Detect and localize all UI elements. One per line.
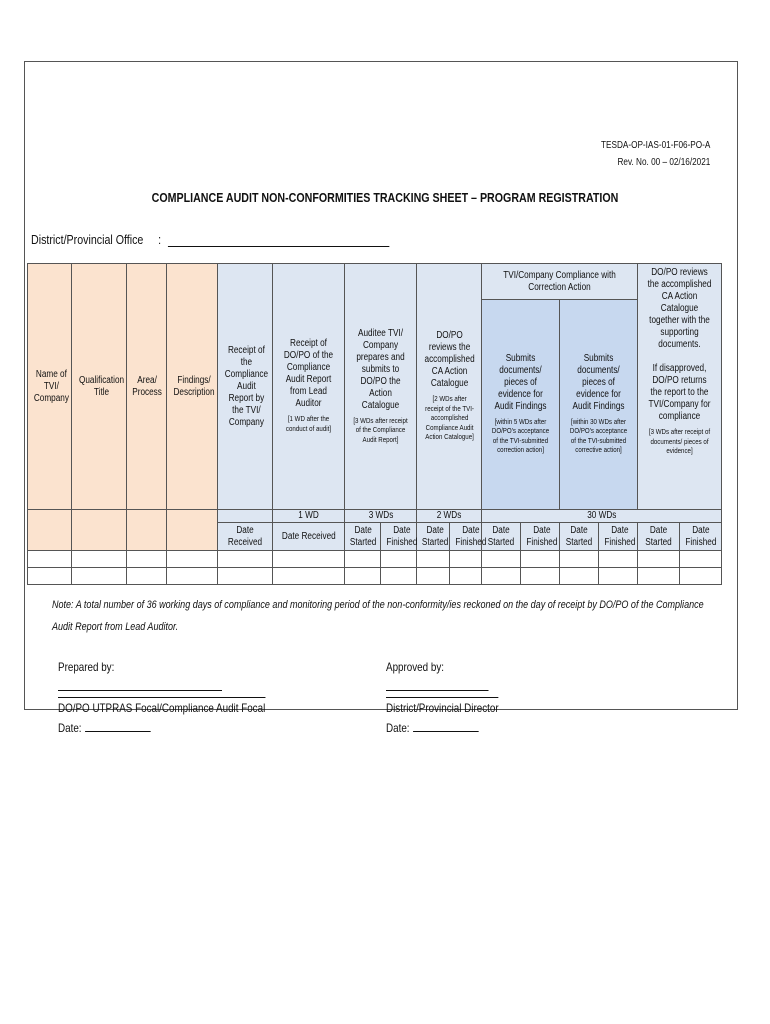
header-submits-corrective: Submits documents/ pieces of evidence for Audit Findings [within 30 WDs after DO/PO's acceptance of the TVI-submitted corrective action]: [560, 300, 638, 510]
sub-date-started: Date Started: [417, 523, 450, 551]
duration-1wd: 1 WD: [273, 510, 345, 523]
table-row[interactable]: [28, 551, 722, 568]
document-code: [601, 137, 710, 171]
table-row[interactable]: [28, 568, 722, 585]
approved-date-line[interactable]: [413, 719, 479, 732]
header-findings: Findings/ Description: [167, 264, 218, 510]
sub-date-started: Date Started: [482, 523, 521, 551]
header-auditee: Auditee TVI/ Company prepares and submits to DO/PO the Action Catalogue [3 WDs after receipt of the Compliance Audit Report]: [345, 264, 417, 510]
prepared-signature-line[interactable]: [58, 678, 222, 691]
prepared-date-line[interactable]: [85, 719, 151, 732]
header-area: Area/ Process: [127, 264, 167, 510]
sub-date-started: Date Started: [560, 523, 599, 551]
sub-date-started: Date Started: [638, 523, 680, 551]
form-code: TESDA-OP-IAS-01-F06-PO-A: [600, 140, 710, 151]
sub-date-started: Date Started: [345, 523, 381, 551]
revision-number: Rev. No. 00 – 02/16/2021: [617, 157, 710, 168]
duration-empty: [218, 510, 273, 523]
sub-date-received-1: Date Received: [218, 523, 273, 551]
header-submits-correction: Submits documents/ pieces of evidence for Audit Findings [within 5 WDs after DO/PO's acceptance of the TVI-submitted correction action]: [482, 300, 560, 510]
sub-date-finished: Date Finished: [599, 523, 638, 551]
tracking-table: [27, 263, 722, 585]
header-receipt-dopo: Receipt of DO/PO of the Compliance Audit Report from Lead Auditor [1 WD after the conduct of audit]: [273, 264, 345, 510]
sub-date-received-2: Date Received: [273, 523, 345, 551]
approved-signature-line[interactable]: [386, 678, 489, 691]
duration-30wds: 30 WDs: [482, 510, 722, 523]
approved-block: [386, 657, 499, 738]
prepared-label: Prepared by:: [58, 660, 115, 674]
footnote: Note: A total number of 36 working days of compliance and monitoring period of the non-conformity/ies reckoned on the day of receipt by DO/PO of the Compliance Audit Report from Lead Auditor.: [52, 599, 704, 633]
header-qualification: Qualification Title: [72, 264, 127, 510]
sub-date-finished: Date Finished: [381, 523, 417, 551]
office-field: [31, 232, 389, 247]
sub-date-finished: Date Finished: [680, 523, 722, 551]
office-colon: :: [158, 232, 162, 247]
office-label: District/Provincial Office: [31, 232, 144, 247]
duration-2wds: 2 WDs: [417, 510, 482, 523]
header-name: Name of TVI/ Company: [28, 264, 72, 510]
prepared-date-label: Date:: [58, 721, 82, 735]
approved-role: District/Provincial Director: [386, 697, 499, 718]
header-receipt-tvi: Receipt of the Compliance Audit Report by the TVI/ Company: [218, 264, 273, 510]
prepared-role: DO/PO UTPRAS Focal/Compliance Audit Focal: [58, 697, 265, 718]
sub-date-finished: Date Finished: [521, 523, 560, 551]
sub-date-finished: Date Finished: [450, 523, 482, 551]
approved-label: Approved by:: [386, 660, 444, 674]
office-input-line[interactable]: [168, 233, 389, 247]
duration-3wds: 3 WDs: [345, 510, 417, 523]
header-dopo-reviews: DO/PO reviews the accomplished CA Action Catalogue [2 WDs after receipt of the TVI-accomplished Compliance Audit Action Catalogue]: [417, 264, 482, 510]
header-tvi-compliance: TVI/Company Compliance with Correction Action: [482, 264, 638, 300]
prepared-block: [58, 657, 265, 738]
page-title: COMPLIANCE AUDIT NON-CONFORMITIES TRACKING SHEET – PROGRAM REGISTRATION: [151, 190, 619, 205]
approved-date-label: Date:: [386, 721, 410, 735]
header-dopo-final: DO/PO reviews the accomplished CA Action Catalogue together with the supporting documents. If disapproved, DO/PO returns the report to the TVI/Company for compliance [3 WDs after receipt of documents/ pieces of evidence]: [638, 264, 722, 510]
